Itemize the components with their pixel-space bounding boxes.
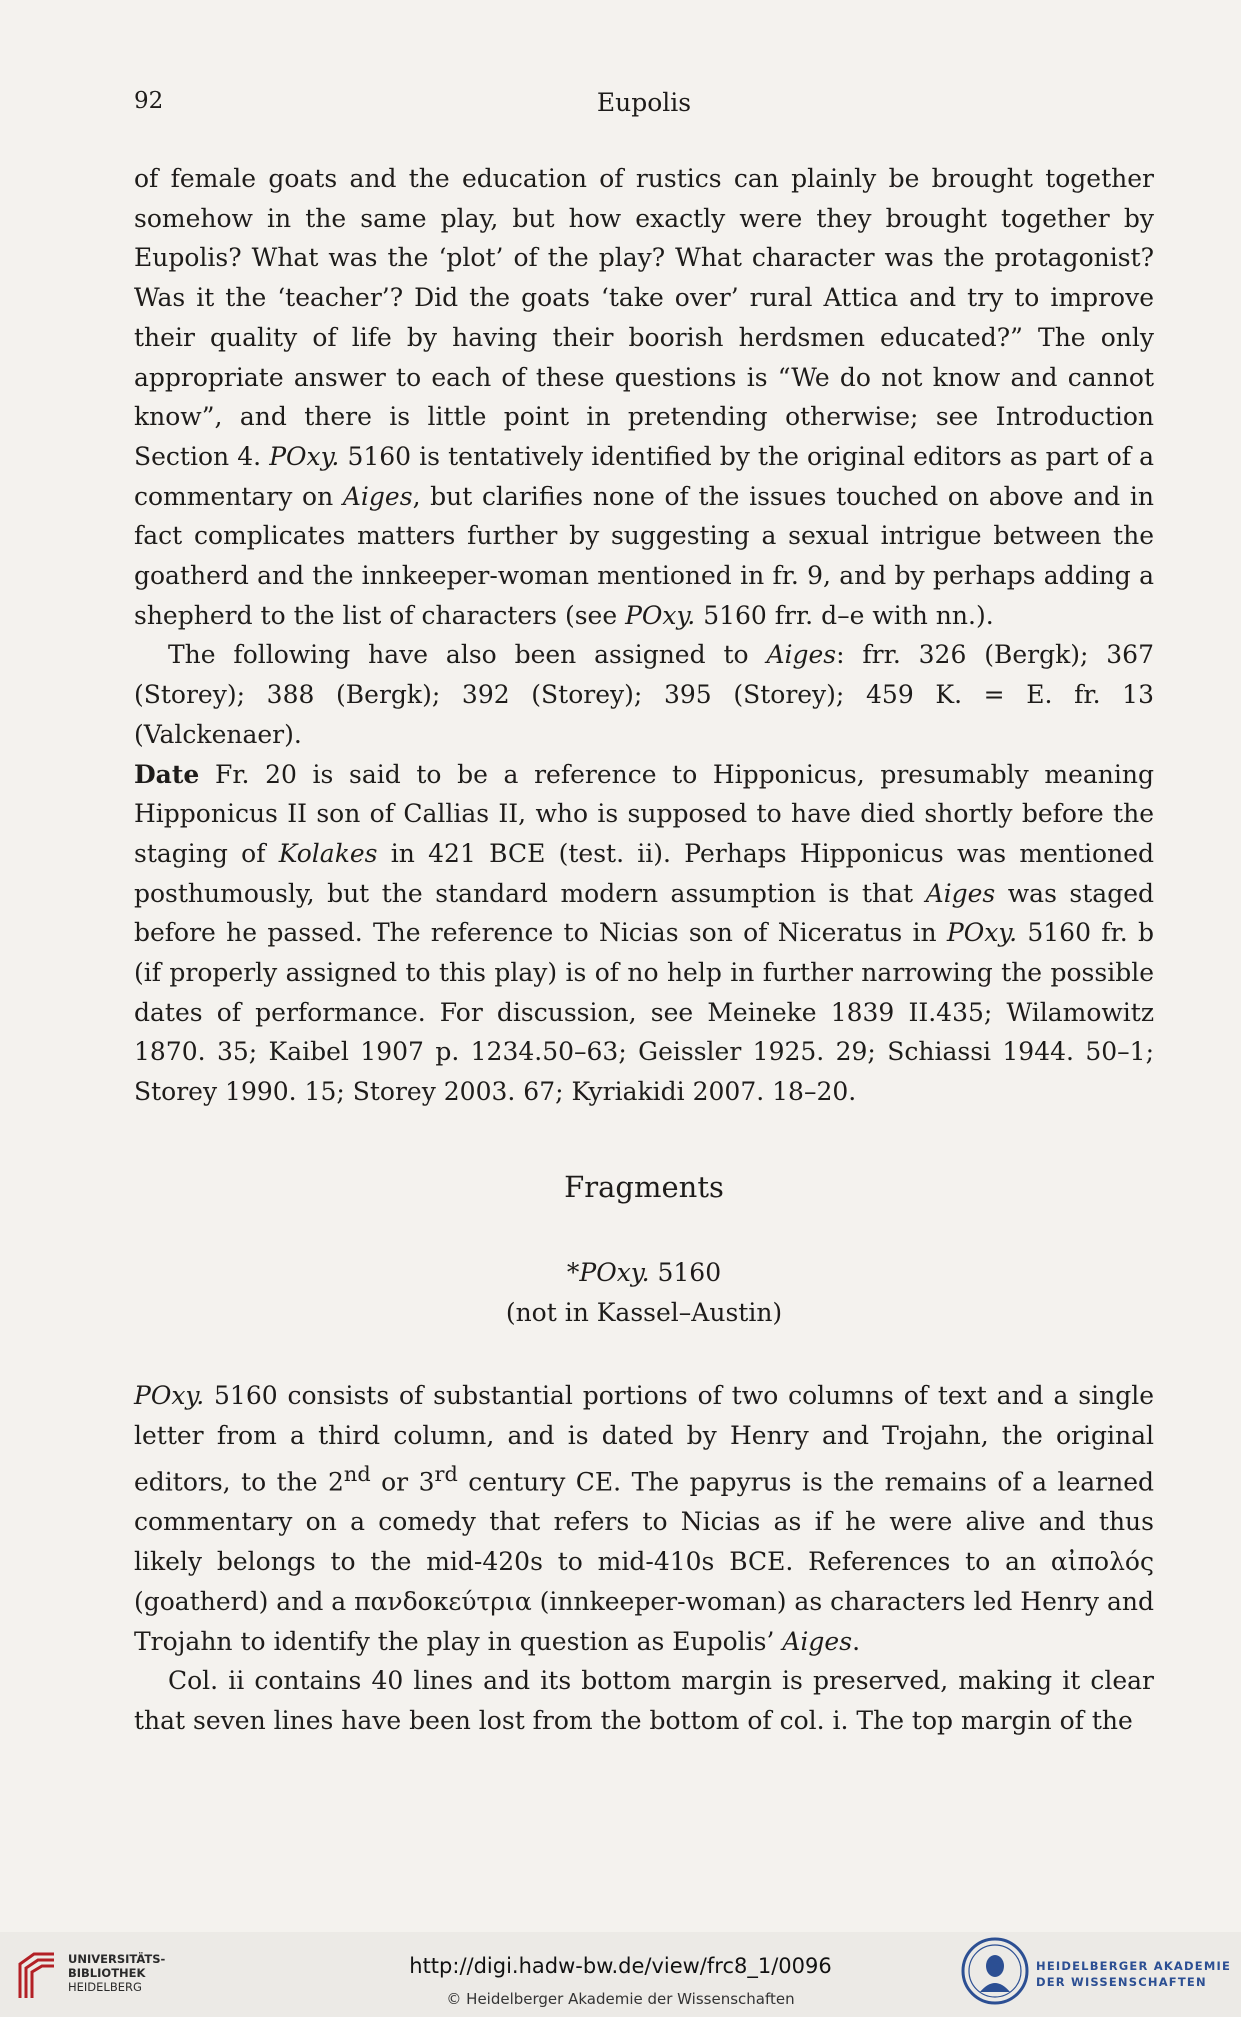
italic-run: POxy. <box>579 1258 650 1287</box>
text-run: : frr. 326 (Bergk); 367 (Storey); 388 (Bergk); 392 (Storey); 395 (Storey); 459 K. = E. fr. 13 (Valckenaer). <box>134 640 1154 749</box>
paragraph-1 <box>134 159 1154 635</box>
text-run: . <box>852 1626 861 1656</box>
main-text-2 <box>134 1376 1154 1741</box>
paragraph-5: Col. ii contains 40 lines and its bottom margin is preserved, making it clear that seven lines have been lost from the bottom of col. i. The top margin of the <box>134 1666 1154 1735</box>
text-run: Fr. 20 is said to be a reference to Hipponicus, presumably meaning Hipponicus II son of Callias II, who is supposed to have died shortly before the staging of <box>134 759 1154 868</box>
page-number: 92 <box>134 88 164 114</box>
main-text <box>134 159 1154 1112</box>
text-run: , but clarifies none of the issues touched on above and in fact complicates matters further by suggesting a sexual intrigue between the goatherd and the innkeeper-woman mentioned in fr. 9, and by perhaps adding a shepherd to the list of characters (see <box>134 481 1154 630</box>
page-header <box>134 88 1154 124</box>
italic-run: POxy. <box>269 441 340 471</box>
text-run: UNIVERSITÄTS- <box>68 1952 166 1966</box>
text-run: HEIDELBERG <box>68 1980 142 1994</box>
italic-run: Aiges <box>925 878 996 908</box>
paragraph-4 <box>134 1376 1154 1661</box>
fragment-subtitle: (not in Kassel–Austin) <box>505 1298 783 1327</box>
italic-run: POxy. <box>946 918 1018 948</box>
italic-run: Aiges <box>342 481 413 511</box>
source-url-link[interactable]: http://digi.hadw-bw.de/view/frc8_1/0096 <box>409 1954 832 1978</box>
text-run: in 421 BCE (test. ii). Perhaps Hipponicus was mentioned posthumously, but the standard modern assumption is that <box>134 838 1154 908</box>
text-run: BIBLIOTHEK <box>68 1966 146 1980</box>
text-run: The following have also been assigned to <box>168 640 767 670</box>
date-label: Date <box>134 759 200 789</box>
text-run: was staged before he passed. The reference to Nicias son of Niceratus in <box>134 878 1154 948</box>
superscript: rd <box>434 1462 458 1487</box>
italic-run: POxy. <box>134 1381 205 1410</box>
text-run: or 3 <box>370 1467 435 1497</box>
footer <box>0 1932 1241 2017</box>
academy-label <box>1036 1958 1231 1990</box>
academy-seal-icon <box>960 1936 1030 2006</box>
paragraph-date <box>134 755 1154 1112</box>
text-run: century CE. The papyrus is the remains of a learned commentary on a comedy that refers to Nicias as if he were alive and thus likely belongs to the mid-420s to mid-410s BCE. References to an αἰπολός (goatherd) and a πανδοκεύτρια (innkeeper-woman) as characters led Henry and Trojahn to identify the play in question as Eupolis’ <box>134 1467 1154 1656</box>
text-run: 5160 frr. d–e with nn.). <box>695 600 994 630</box>
text-run: 5160 consists of substantial portions of two columns of text and a single letter from a third column, and is dated by Henry and Trojahn, the original editors, to the 2 <box>134 1381 1154 1497</box>
paragraph-2 <box>134 635 1154 754</box>
running-title: Eupolis <box>596 88 692 117</box>
italic-run: Aiges <box>782 1626 853 1656</box>
text-run: 5160 <box>649 1258 722 1287</box>
text-run: * <box>566 1258 580 1287</box>
text-run: 5160 fr. b (if properly assigned to this play) is of no help in further narrowing the possible dates of performance. For discussion, see Meineke 1839 II.435; Wilamowitz 1870. 35; Kaibel 1907 p. 1234.50–63; Geissler 1925. 29; Schiassi 1944. 50–1; Storey 1990. 15; Storey 2003. 67; Kyriakidi 2007. 18–20. <box>134 918 1154 1107</box>
fragment-title <box>134 1253 1154 1333</box>
italic-run: Aiges <box>766 640 837 670</box>
text-run: HEIDELBERGER AKADEMIE <box>1036 1959 1232 1973</box>
italic-run: Kolakes <box>278 838 378 868</box>
text-run: 5160 is tentatively identified by the original editors as part of a commentary on <box>134 441 1155 511</box>
text-run: DER WISSENSCHAFTEN <box>1036 1975 1207 1989</box>
superscript: nd <box>343 1462 371 1487</box>
section-heading: Fragments <box>564 1170 724 1204</box>
text-run: of female goats and the education of rustics can plainly be brought together somehow in the same play, but how exactly were they brought together by Eupolis? What was the ‘plot’ of the play? What character was the protagonist? Was it the ‘teacher’? Did the goats ‘take over’ rural Attica and try to improve their quality of life by having their boorish herdsmen educated?” The only appropriate answer to each of these questions is “We do not know and cannot know”, and there is little point in pretending otherwise; see Introduction Section 4. <box>134 164 1154 471</box>
copyright-notice: © Heidelberger Akademie der Wissenschaften <box>446 1990 795 2008</box>
italic-run: POxy. <box>625 600 696 630</box>
